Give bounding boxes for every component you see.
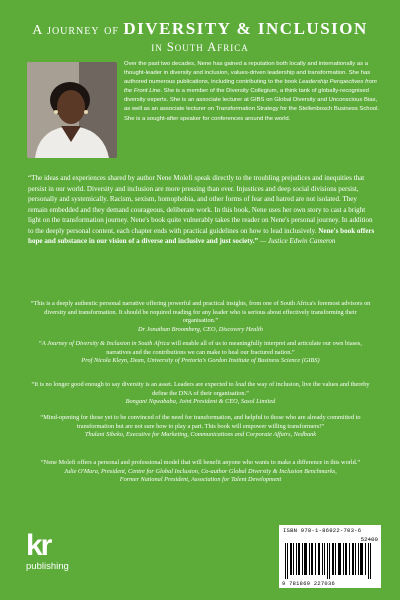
publisher-logo-mark: kr: [26, 529, 51, 562]
endorsement-text: will enable all of us to meaningfully interpret and articulate our own biases, narratives and the contributions we can make to heal our fractured nation.”: [106, 340, 362, 356]
bio-book-title: Leadership Perspectives from the Front Line: [124, 79, 377, 95]
main-quote: [28, 173, 376, 247]
main-quote-text: “The ideas and experiences shared by author Nene Molefi speak directly to the troubling prejudices and inequities that persist in our world. Diversity and inclusion are more pressing than ever. Injustices and deep social divisions persist, personally and systemically. Racism, sexism, homophobia, and other forms of fear and hatred are not isolated. They remain embedded and they demand courageous, deliberate work. In this book, Nene uses her own story to cast a bright light on the transformation journey. Nene's book quite vulnerably takes the reader on Nene's personal journey. In addition to the deeply personal content, each chapter ends with practical guidelines on how to lead inclusively.: [28, 174, 373, 235]
endorsement-text: “Nene Molefi offers a personal and professional model that will benefit anyone who wants to make a difference in this world.”: [40, 459, 361, 466]
endorsement-5: [28, 459, 373, 485]
barcode-number: 9 781869 227036: [282, 581, 336, 587]
endorsement-source: Thulani Sibeko, Executive for Marketing, Communications and Corporate Affairs, Nedbank: [84, 431, 317, 439]
author-photo: [27, 62, 117, 158]
publisher-name: publishing: [26, 561, 69, 572]
endorsement-source: Dr Jonathan Broomberg, CEO, Discovery Health: [138, 325, 263, 333]
endorsement-text: “Mind-opening for those yet to be convinced of the need for transformation, and helpful to those who are already committed to transformation but are not sure how to play a part. This book will empower willing transformers!”: [40, 414, 361, 430]
endorsement-2: [28, 340, 373, 366]
endorsement-source: Prof Nicola Kleyn, Dean, University of Pretoria's Gordon Institute of Business Science (GIBS): [81, 357, 320, 365]
isbn-barcode: [279, 525, 381, 588]
endorsement-source-line-1: Julie O'Mara, President, Centre for Global Inclusion, Co-author Global Diversity & Inclusion Benchmarks,: [64, 467, 337, 475]
endorsement-text-prefix: “It is no longer good enough to say diversity is an asset. Leaders are expected to: [31, 381, 236, 388]
endorsement-quote-open: “: [39, 340, 42, 347]
main-quote-closing: ”: [254, 237, 259, 245]
isbn-text: ISBN 978-1-86922-703-6: [283, 527, 362, 534]
endorsement-text: “This is a deeply authentic personal narrative offering powerful and practical insights, from one of South Africa's foremost advisors on diversity and transformation. It should be required reading for any leader who is serious about effectively transforming their organisation.”: [30, 300, 371, 325]
book-title: [0, 20, 400, 39]
bio-text-1: Over the past two decades, Nene has gained a reputation both locally and internationally as a thought-leader in diversity and inclusion, values-driven leadership and transformation. She has authored numerous publications, including contributing to the book: [124, 61, 371, 86]
author-bio: [124, 60, 380, 124]
endorsement-1: [28, 300, 373, 334]
main-quote-bold: Nene's book offers hope and substance in our vision of a diverse and inclusive and just society.: [28, 226, 375, 245]
price-code: 52400: [360, 536, 378, 543]
title-main: DIVERSITY & INCLUSION: [123, 19, 368, 38]
title-prefix: A journey of: [32, 23, 119, 38]
endorsement-book-title: A Journey of Diversity & Inclusion in South Africa: [41, 340, 170, 347]
endorsement-text: the way of inclusion, live the values and thereby define the DNA of their organisation.”: [152, 381, 370, 397]
book-subtitle: in South Africa: [151, 40, 249, 54]
endorsement-4: [28, 414, 373, 440]
publisher-logo: [26, 531, 86, 581]
bio-text-2: . She is a member of the Diversity Collegium, a think tank of globally-recognised diversity experts. She is an associate lecturer at GIBS on Global Diversity and Unconscious Bias, as well as an associate lecturer on Transformation Strategy for the Stellenbosch Business School. She is a sought-after speaker for conferences around the world.: [124, 88, 380, 122]
endorsement-source: Bongani Nqwababa, Joint President & CEO, Sasol Limited: [125, 398, 276, 406]
barcode-bars: [283, 543, 377, 579]
endorsement-3: [28, 381, 373, 407]
endorsement-source-line-2: Former National President, Association for Talent Development: [119, 476, 282, 484]
main-quote-attribution: — Justice Edwin Cameron: [258, 237, 336, 245]
endorsement-emphasis: lead: [235, 381, 247, 388]
